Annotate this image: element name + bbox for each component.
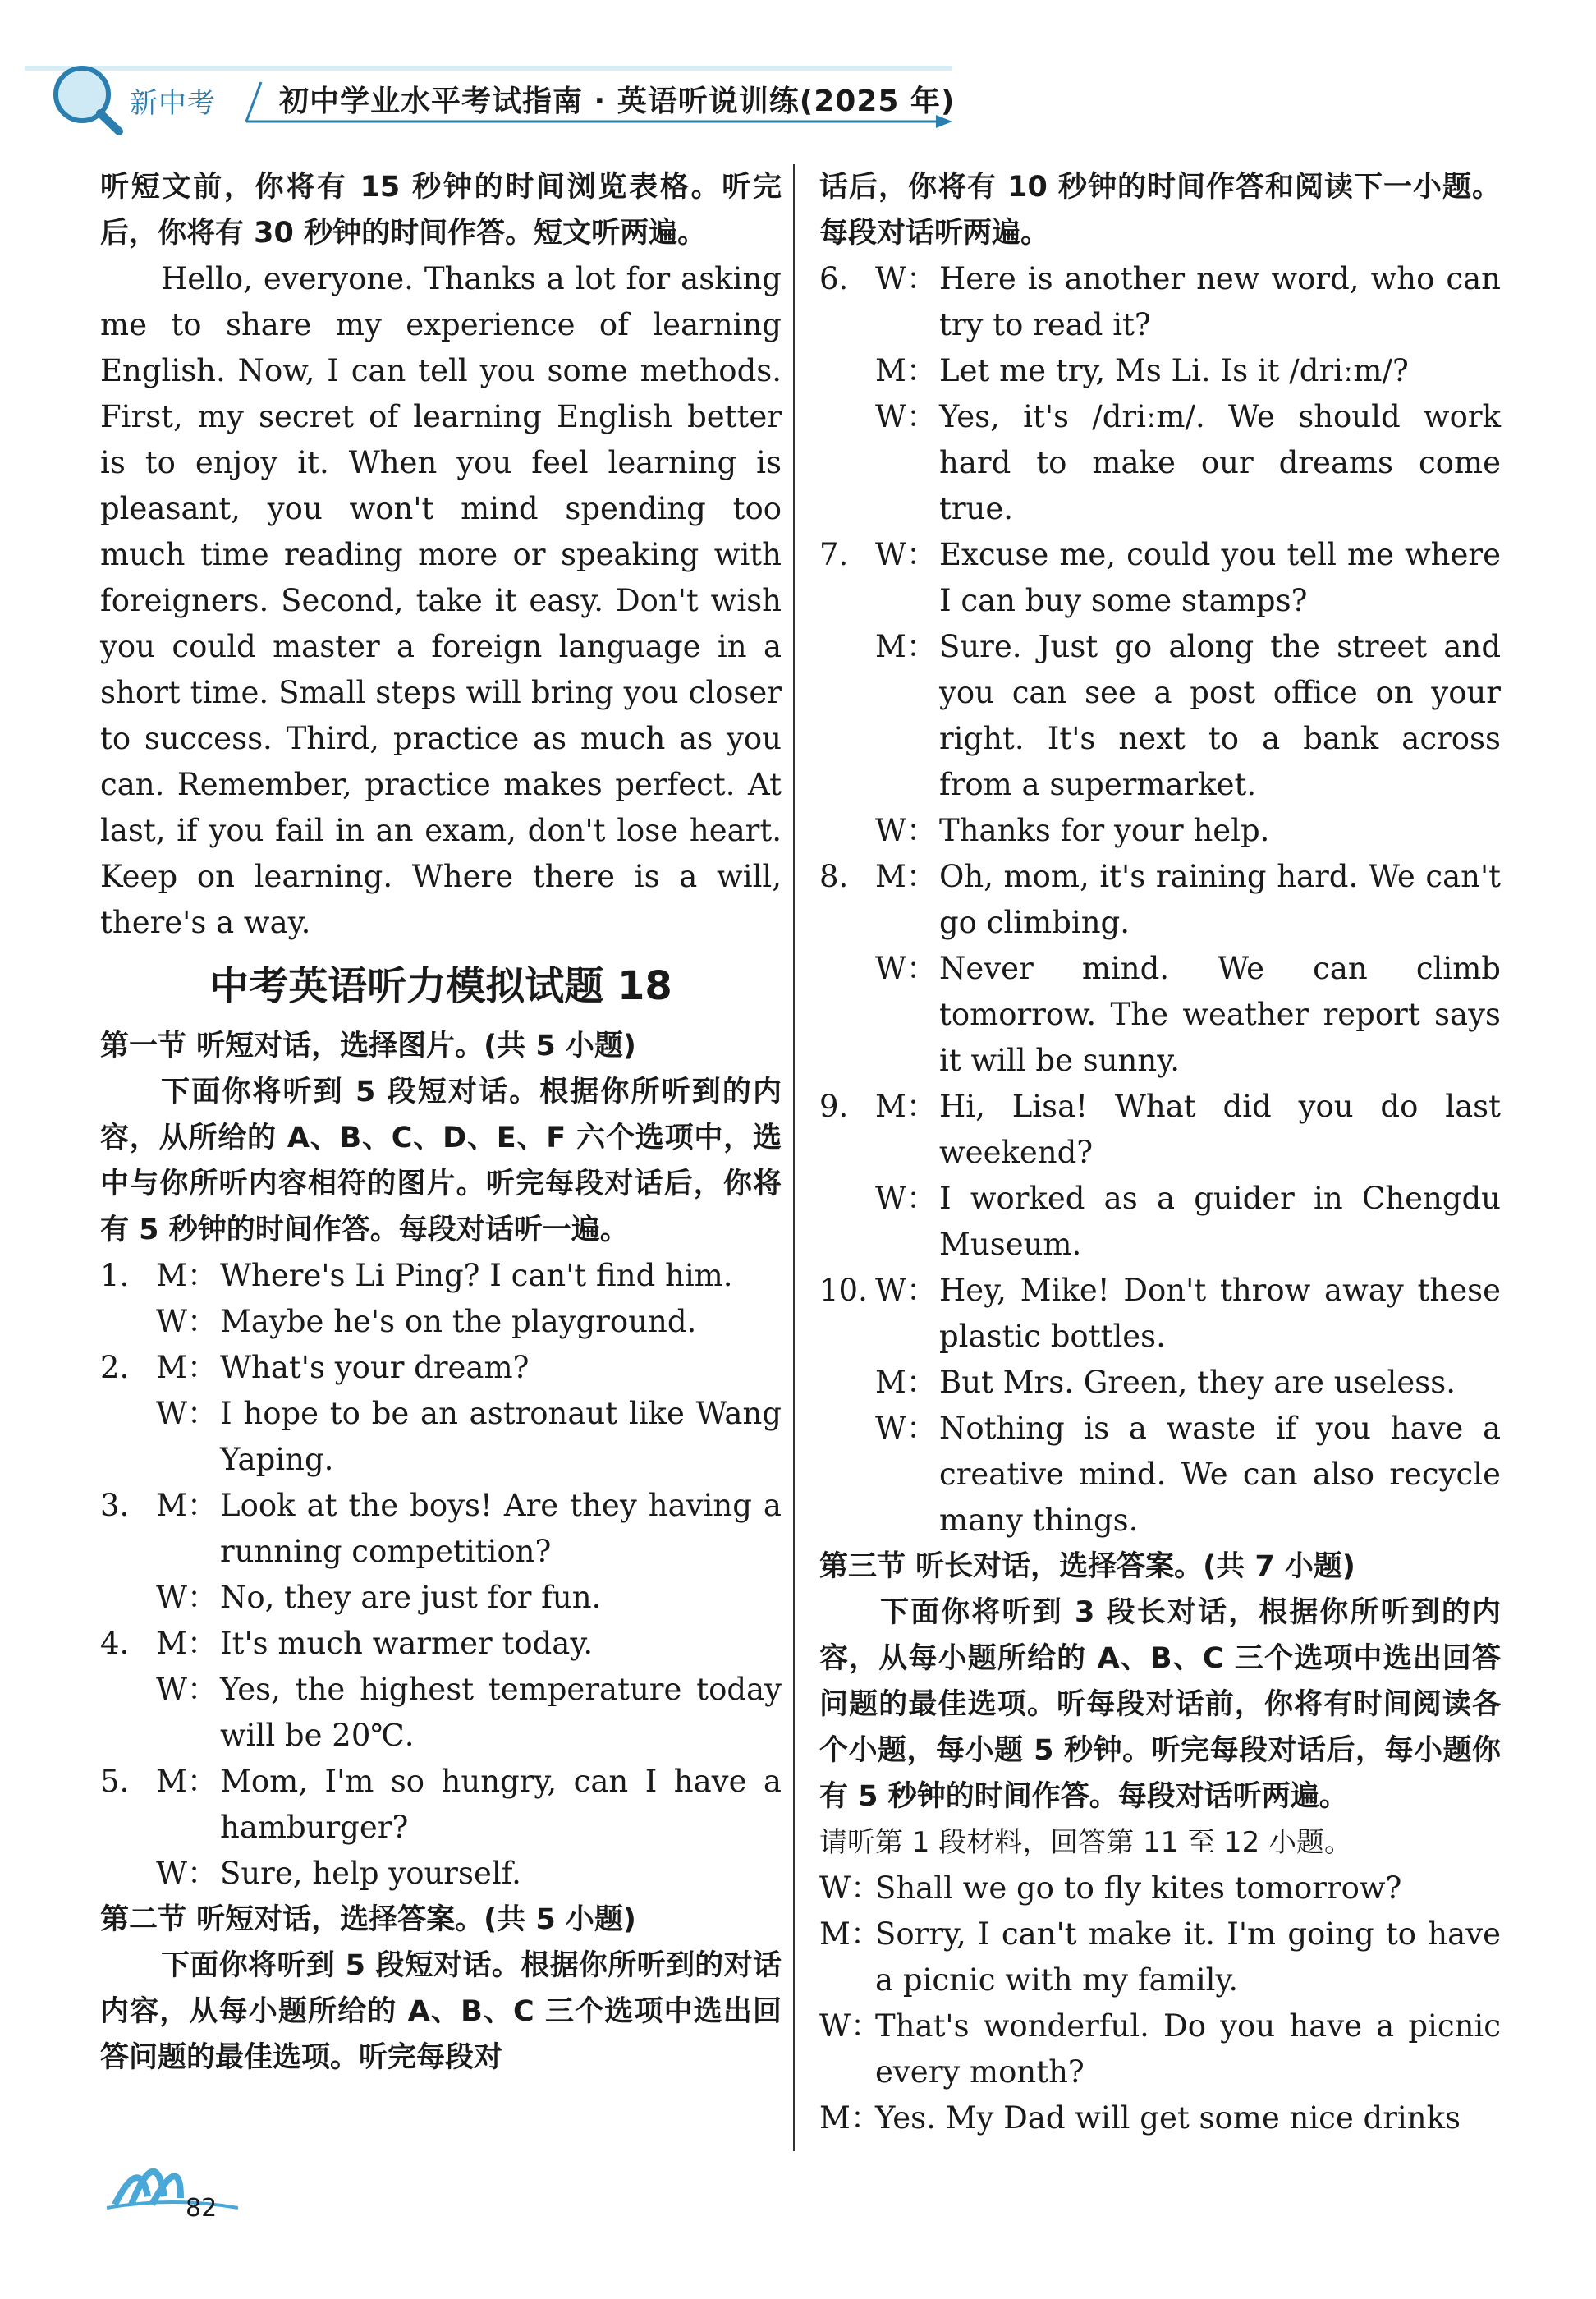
section3-heading: 第三节 听长对话，选择答案。(共 7 小题) bbox=[819, 1550, 1355, 1583]
long-dialogue bbox=[819, 1865, 1501, 2141]
dialogue-text: I hope to be an astronaut like Wang Yaping. bbox=[220, 1396, 782, 1477]
header-band bbox=[25, 66, 952, 71]
question-number bbox=[819, 348, 875, 394]
dialogue-line bbox=[819, 2003, 1501, 2095]
dialogue-item bbox=[819, 256, 1501, 532]
dialogue-text: Let me try, Ms Li. Is it /driːm/? bbox=[939, 353, 1409, 388]
dialogue-line bbox=[100, 1253, 782, 1299]
dialogue-item bbox=[100, 1483, 782, 1621]
column-divider bbox=[793, 164, 795, 2151]
header-decoration bbox=[0, 0, 1596, 148]
dialogue-line bbox=[819, 1176, 1501, 1268]
dialogue-text: Maybe he's on the playground. bbox=[220, 1304, 697, 1339]
question-number: 9. bbox=[819, 1089, 849, 1124]
speaker-label: M： bbox=[156, 1764, 218, 1799]
speaker-label: W： bbox=[156, 1856, 218, 1891]
dialogue-item bbox=[100, 1759, 782, 1897]
speaker-label: M： bbox=[156, 1258, 218, 1293]
header-title: 初中学业水平考试指南 · 英语听说训练(2025 年) bbox=[279, 85, 956, 118]
question-number bbox=[819, 808, 875, 854]
dialogue-line bbox=[819, 1911, 1501, 2003]
dialogue-item bbox=[100, 1253, 782, 1345]
left-column bbox=[100, 164, 782, 2081]
intro-instruction: 听短文前，你将有 15 秒钟的时间浏览表格。听完后，你将有 30 秒钟的时间作答。短文听两遍。 bbox=[100, 171, 782, 250]
speaker-label: W： bbox=[875, 1181, 938, 1216]
passage-text: Hello, everyone. Thanks a lot for asking me to share my experience of learning English. Now, I can tell you some methods. First, my secret of learning English better is to enjoy it. When you feel learning is pleasant, you won't mind spending too much time reading more or speaking with foreigners. Second, take it easy. Don't wish you could master a foreign language in a short time. Small steps will bring you closer to success. Third, practice as much as you can. Remember, practice makes perfect. At last, if you fail in an exam, don't lose heart. Keep on learning. Where there is a will, there's a way. bbox=[100, 261, 782, 940]
question-number: 7. bbox=[819, 537, 849, 572]
question-number bbox=[100, 1851, 156, 1897]
section2-heading: 第二节 听短对话，选择答案。(共 5 小题) bbox=[100, 1903, 636, 1936]
question-number bbox=[819, 394, 875, 532]
logo-text: 新中考 bbox=[130, 87, 216, 120]
speaker-label: W： bbox=[875, 951, 938, 986]
dialogue-text: I worked as a guider in Chengdu Museum. bbox=[939, 1181, 1501, 1262]
speaker-label: W： bbox=[875, 399, 938, 434]
dialogue-text: Here is another new word, who can try to read it? bbox=[939, 261, 1501, 342]
question-number: 5. bbox=[100, 1764, 130, 1799]
question-number: 2. bbox=[100, 1350, 130, 1385]
speaker-label: W： bbox=[875, 1411, 938, 1446]
speaker-label: W： bbox=[156, 1580, 218, 1615]
speaker-label: M： bbox=[156, 1350, 218, 1385]
dialogue-line bbox=[100, 1483, 782, 1575]
dialogue-line bbox=[100, 1621, 782, 1667]
right-column bbox=[819, 164, 1501, 2141]
question-number: 1. bbox=[100, 1258, 130, 1293]
leaf-decoration-icon bbox=[107, 2139, 238, 2213]
dialogue-line bbox=[100, 1759, 782, 1851]
dialogue-item bbox=[100, 1621, 782, 1759]
dialogue-text: Sure, help yourself. bbox=[220, 1856, 521, 1891]
dialogue-text: It's much warmer today. bbox=[220, 1626, 594, 1661]
dialogue-text: Yes, it's /driːm/. We should work hard to make our dreams come true. bbox=[939, 399, 1501, 526]
dialogue-line bbox=[100, 1299, 782, 1345]
speaker-label: W： bbox=[875, 261, 938, 296]
dialogue-line bbox=[819, 946, 1501, 1084]
dialogue-text: Yes. My Dad will get some nice drinks bbox=[875, 2100, 1461, 2136]
dialogue-line bbox=[819, 624, 1501, 808]
dialogue-text: No, they are just for fun. bbox=[220, 1580, 602, 1615]
speaker-label: W： bbox=[156, 1396, 218, 1431]
speaker-label: W： bbox=[875, 1273, 938, 1308]
question-number bbox=[819, 1176, 875, 1268]
dialogue-line bbox=[819, 1406, 1501, 1544]
dialogue-line bbox=[819, 1268, 1501, 1360]
dialogue-item bbox=[819, 532, 1501, 854]
speaker-label: M： bbox=[875, 353, 937, 388]
question-number: 6. bbox=[819, 261, 849, 296]
speaker-label: W： bbox=[819, 1870, 882, 1906]
speaker-label: W： bbox=[156, 1672, 218, 1707]
dialogue-line bbox=[100, 1667, 782, 1759]
dialogue-line bbox=[100, 1851, 782, 1897]
test-title: 中考英语听力模拟试题 18 bbox=[209, 963, 672, 1009]
section1-dialogues bbox=[100, 1253, 782, 1897]
question-number bbox=[819, 1360, 875, 1406]
dialogue-text: Hi, Lisa! What did you do last weekend? bbox=[939, 1089, 1501, 1170]
dialogue-item bbox=[100, 1345, 782, 1483]
question-number bbox=[100, 1391, 156, 1483]
question-number bbox=[819, 624, 875, 808]
dialogue-item bbox=[819, 1268, 1501, 1544]
dialogue-line bbox=[819, 808, 1501, 854]
question-number bbox=[819, 946, 875, 1084]
dialogue-line bbox=[819, 348, 1501, 394]
question-number: 4. bbox=[100, 1626, 130, 1661]
dialogue-line bbox=[819, 394, 1501, 532]
speaker-label: M： bbox=[875, 629, 937, 664]
question-number bbox=[100, 1575, 156, 1621]
speaker-label: M： bbox=[875, 1365, 937, 1400]
section3-instruction: 下面你将听到 3 段长对话，根据你所听到的内容，从每小题所给的 A、B、C 三个选项中选出回答问题的最佳选项。听每段对话前，你将有时间阅读各个小题，每小题 5 秒钟。听完每段对话后，每小题你有 5 秒钟的时间作答。每段对话听两遍。 bbox=[819, 1596, 1501, 1813]
question-number bbox=[819, 1406, 875, 1544]
question-number bbox=[100, 1667, 156, 1759]
dialogue-text: Mom, I'm so hungry, can I have a hamburger? bbox=[220, 1764, 782, 1845]
dialogue-line bbox=[819, 1084, 1501, 1176]
dialogue-line bbox=[819, 256, 1501, 348]
question-number: 3. bbox=[100, 1488, 130, 1523]
dialogue-text: Hey, Mike! Don't throw away these plastic bottles. bbox=[939, 1273, 1501, 1354]
speaker-label: M： bbox=[875, 1089, 937, 1124]
speaker-label: M： bbox=[875, 859, 937, 894]
dialogue-line bbox=[819, 532, 1501, 624]
section1-instruction: 下面你将听到 5 段短对话。根据你所听到的内容，从所给的 A、B、C、D、E、F 六个选项中，选中与你所听内容相符的图片。听完每段对话后，你将有 5 秒钟的时间作答。每段对话听一遍。 bbox=[100, 1076, 782, 1246]
dialogue-item bbox=[819, 1084, 1501, 1268]
dialogue-line bbox=[819, 2095, 1501, 2141]
dialogue-text: Nothing is a waste if you have a creative mind. We can also recycle many things. bbox=[939, 1411, 1501, 1538]
dialogue-line bbox=[819, 1360, 1501, 1406]
section2-dialogues bbox=[819, 256, 1501, 1544]
dialogue-item bbox=[819, 854, 1501, 1084]
dialogue-text: Where's Li Ping? I can't find him. bbox=[220, 1258, 733, 1293]
dialogue-text: Sorry, I can't make it. I'm going to have a picnic with my family. bbox=[875, 1916, 1501, 1998]
speaker-label: W： bbox=[875, 537, 938, 572]
dialogue-text: Never mind. We can climb tomorrow. The weather report says it will be sunny. bbox=[939, 951, 1501, 1078]
dialogue-text: Sure. Just go along the street and you can see a post office on your right. It's next to a bank across from a supermarket. bbox=[939, 629, 1501, 802]
question-number: 10. bbox=[819, 1273, 868, 1308]
speaker-label: M： bbox=[819, 1916, 881, 1952]
dialogue-text: That's wonderful. Do you have a picnic every month? bbox=[875, 2008, 1501, 2090]
speaker-label: M： bbox=[156, 1488, 218, 1523]
dialogue-text: Thanks for your help. bbox=[939, 813, 1270, 848]
section1-heading: 第一节 听短对话，选择图片。(共 5 小题) bbox=[100, 1030, 636, 1062]
material-note: 请听第 1 段材料，回答第 11 至 12 小题。 bbox=[819, 1826, 1353, 1859]
dialogue-text: But Mrs. Green, they are useless. bbox=[939, 1365, 1456, 1400]
speaker-label: M： bbox=[156, 1626, 218, 1661]
question-number bbox=[100, 1299, 156, 1345]
dialogue-text: Shall we go to fly kites tomorrow? bbox=[875, 1870, 1402, 1906]
speaker-label: W： bbox=[156, 1304, 218, 1339]
page-number: 82 bbox=[186, 2194, 218, 2223]
speaker-label: W： bbox=[819, 2008, 882, 2044]
section2-instruction-continued: 话后，你将有 10 秒钟的时间作答和阅读下一小题。每段对话听两遍。 bbox=[819, 171, 1501, 250]
dialogue-text: Look at the boys! Are they having a running competition? bbox=[220, 1488, 782, 1569]
dialogue-line bbox=[819, 854, 1501, 946]
dialogue-line bbox=[819, 1865, 1501, 1911]
header-slant bbox=[246, 82, 261, 122]
dialogue-text: Oh, mom, it's raining hard. We can't go climbing. bbox=[939, 859, 1501, 940]
dialogue-text: Excuse me, could you tell me where I can buy some stamps? bbox=[939, 537, 1501, 618]
magnifier-icon bbox=[56, 68, 119, 131]
page-header bbox=[0, 0, 1596, 148]
dialogue-line bbox=[100, 1391, 782, 1483]
dialogue-text: What's your dream? bbox=[220, 1350, 530, 1385]
section2-instruction: 下面你将听到 5 段短对话。根据你所听到的对话内容，从每小题所给的 A、B、C 三个选项中选出回答问题的最佳选项。听完每段对 bbox=[100, 1949, 782, 2074]
dialogue-text: Yes, the highest temperature today will be 20℃. bbox=[220, 1672, 782, 1753]
speaker-label: W： bbox=[875, 813, 938, 848]
dialogue-line bbox=[100, 1575, 782, 1621]
question-number: 8. bbox=[819, 859, 849, 894]
dialogue-line bbox=[100, 1345, 782, 1391]
speaker-label: M： bbox=[819, 2100, 881, 2136]
